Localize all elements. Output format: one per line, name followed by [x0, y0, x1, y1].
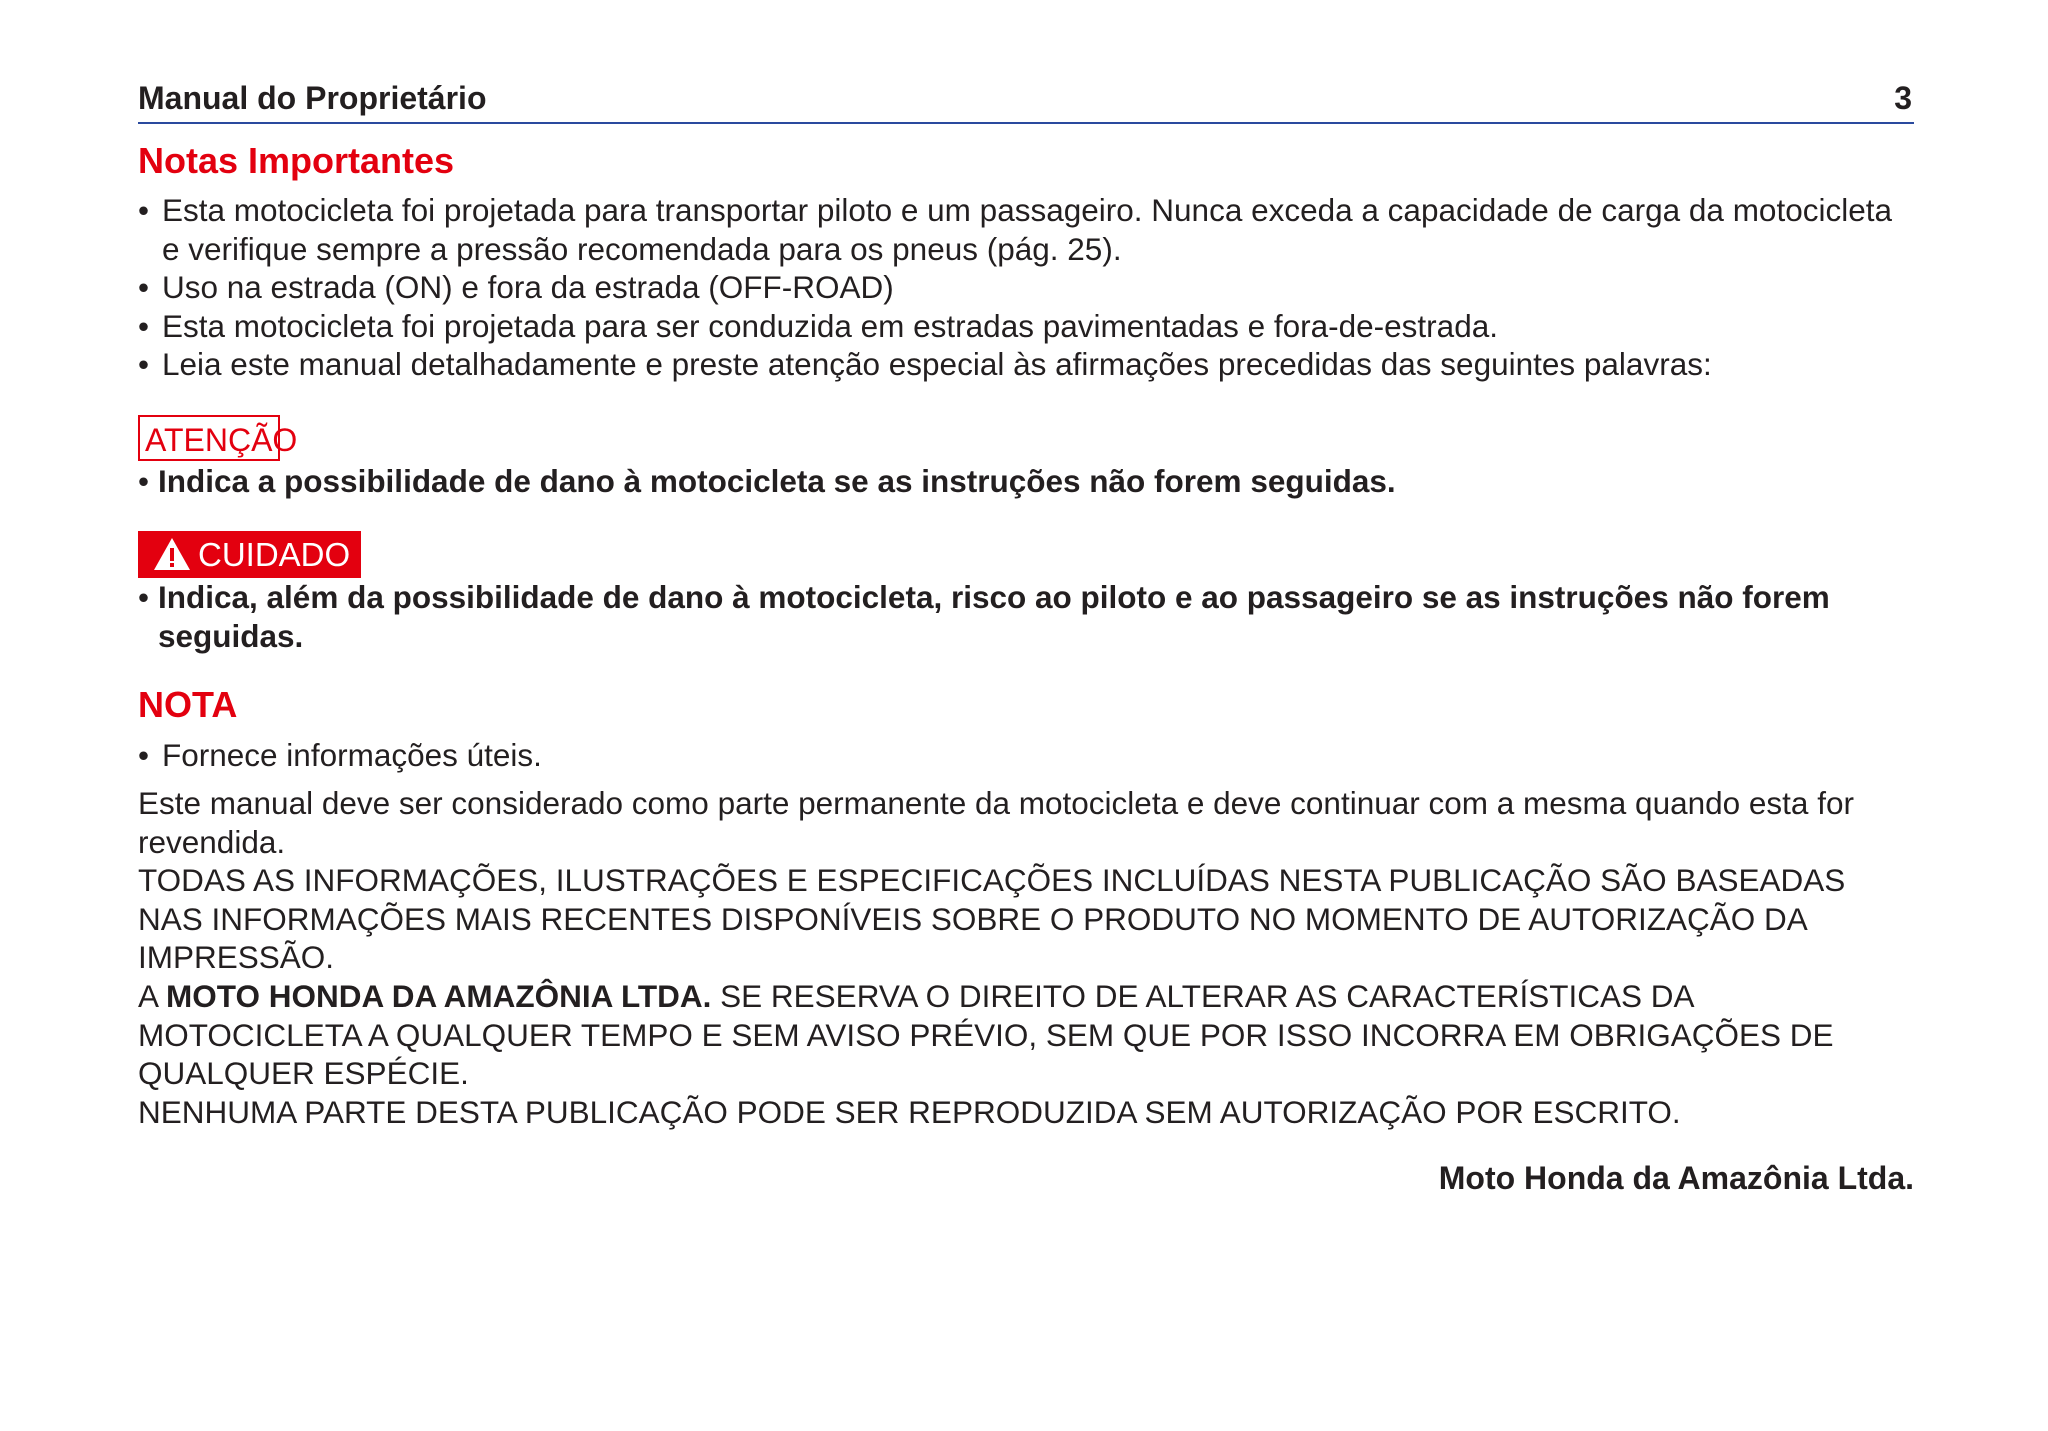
list-item: • Esta motocicleta foi projetada para ser conduzida em estradas pavimentadas e fora-de-estrada.: [138, 307, 1498, 344]
reserva-paragraph: [138, 977, 1914, 1093]
signature: Moto Honda da Amazônia Ltda.: [1438, 1160, 1914, 1196]
list-item: • Esta motocicleta foi projetada para transportar piloto e um passageiro. Nunca exceda a capacidade de carga da motocicleta e verifique sempre a pressão recomendada para os pneus (pág. 25).: [138, 192, 1893, 267]
list-item-text: Uso na estrada (ON) e fora da estrada (OFF-ROAD): [162, 269, 894, 306]
nota-title: NOTA: [138, 684, 238, 725]
atencao-label: ATENÇÃO: [138, 415, 280, 461]
cuidado-label: [138, 531, 361, 578]
warning-triangle-icon: [152, 536, 192, 572]
reserva-rest: SE RESERVA O DIREITO DE ALTERAR AS CARACTERÍSTICAS DA MOTOCICLETA A QUALQUER TEMPO E SEM AVISO PRÉVIO, SEM QUE POR ISSO INCORRA EM OBRIGAÇÕES DE QUALQUER ESPÉCIE.: [138, 978, 1834, 1092]
nenhuma-paragraph: NENHUMA PARTE DESTA PUBLICAÇÃO PODE SER REPRODUZIDA SEM AUTORIZAÇÃO POR ESCRITO.: [138, 1094, 1681, 1130]
list-item-text: Esta motocicleta foi projetada para transportar piloto e um passageiro. Nunca exceda a capacidade de carga da motocicleta e verifique sempre a pressão recomendada para os pneus (pág. 25).: [162, 192, 1893, 267]
list-item: • Leia este manual detalhadamente e preste atenção especial às afirmações precedidas das seguintes palavras:: [138, 346, 1712, 383]
permanent-paragraph: Este manual deve ser considerado como parte permanente da motocicleta e deve continuar com a mesma quando esta for revendida.: [138, 785, 1854, 860]
list-item-text: Leia este manual detalhadamente e preste atenção especial às afirmações precedidas das seguintes palavras:: [162, 346, 1712, 383]
header-title: Manual do Proprietário: [138, 80, 487, 116]
atencao-description: Indica a possibilidade de dano à motocicleta se as instruções não forem seguidas.: [158, 463, 1396, 499]
todas-paragraph: TODAS AS INFORMAÇÕES, ILUSTRAÇÕES E ESPECIFICAÇÕES INCLUÍDAS NESTA PUBLICAÇÃO SÃO BASEADAS NAS INFORMAÇÕES MAIS RECENTES DISPONÍVEIS SOBRE O PRODUTO NO MOMENTO DE AUTORIZAÇÃO DA IMPRESSÃO.: [138, 862, 1846, 976]
list-item-text: Fornece informações úteis.: [162, 737, 542, 773]
page-number: 3: [1894, 80, 1912, 116]
notas-importantes-title: Notas Importantes: [138, 140, 455, 181]
list-item: • Uso na estrada (ON) e fora da estrada (OFF-ROAD): [138, 269, 894, 306]
nota-list: [138, 736, 1914, 775]
list-item: • Fornece informações úteis.: [138, 737, 542, 773]
cuidado-description: Indica, além da possibilidade de dano à motocicleta, risco ao piloto e ao passageiro se as instruções não forem seguidas.: [158, 579, 1830, 654]
notas-importantes-list: [138, 191, 1914, 384]
cuidado-label-text: CUIDADO: [198, 536, 351, 573]
company-name: MOTO HONDA DA AMAZÔNIA LTDA.: [166, 978, 712, 1014]
reserva-prefix: A: [138, 978, 167, 1014]
atencao-text: • Indica a possibilidade de dano à motocicleta se as instruções não forem seguidas.: [138, 463, 1396, 499]
page-header: [138, 78, 1914, 124]
list-item-text: Esta motocicleta foi projetada para ser conduzida em estradas pavimentadas e fora-de-estrada.: [162, 307, 1498, 344]
cuidado-text: • Indica, além da possibilidade de dano à motocicleta, risco ao piloto e ao passageiro se as instruções não forem seguidas.: [138, 579, 1830, 654]
